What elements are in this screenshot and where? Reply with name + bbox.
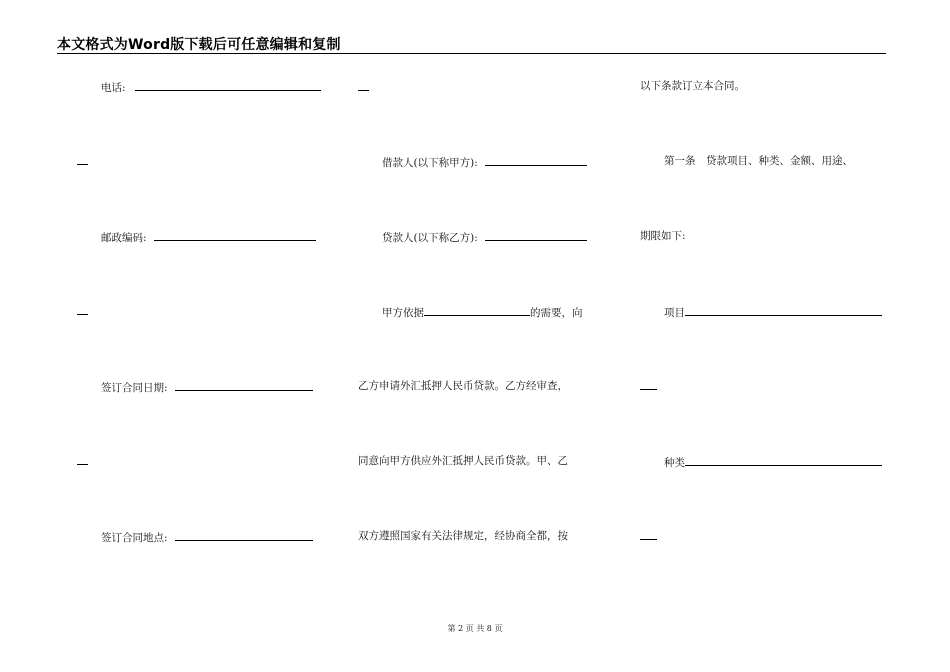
blank-dash [77, 164, 88, 165]
sign-date-field-row [101, 380, 313, 394]
paragraph-line-3: 同意向甲方供应外汇抵押人民币贷款。甲、乙 [358, 455, 568, 467]
article-1-continuation: 期限如下: [640, 230, 686, 242]
sign-date-blank [175, 380, 313, 391]
type-field-row [664, 455, 882, 469]
postcode-label: 邮政编码: [101, 232, 147, 244]
postcode-field-row [101, 230, 316, 244]
borrower-field-row [382, 155, 587, 169]
header-divider [57, 53, 886, 54]
phone-field-row [101, 80, 321, 94]
lender-field-row [382, 230, 587, 244]
blank-dash [640, 389, 657, 390]
blank-dash [358, 90, 369, 91]
sign-place-blank [175, 530, 313, 541]
paragraph-line-1 [382, 305, 583, 319]
document-header-title: 本文格式为Word版下载后可任意编辑和复制 [57, 37, 341, 53]
borrower-label: 借款人(以下称甲方): [382, 157, 478, 169]
item-blank [685, 305, 882, 316]
item-label: 项目 [664, 307, 685, 319]
sign-place-field-row [101, 530, 313, 544]
paragraph-line-4: 双方遵照国家有关法律规定，经协商全都，按 [358, 530, 568, 542]
purpose-blank [424, 305, 530, 316]
paragraph-text: 甲方依据 [382, 307, 424, 319]
item-field-row [664, 305, 882, 319]
lender-blank [485, 230, 587, 241]
phone-label: 电话: [101, 82, 126, 94]
page-number-footer: 第 2 页 共 8 页 [447, 624, 503, 633]
lender-label: 贷款人(以下称乙方): [382, 232, 478, 244]
sign-place-label: 签订合同地点: [101, 532, 168, 544]
blank-dash [77, 464, 88, 465]
postcode-blank [154, 230, 316, 241]
paragraph-text: 的需要，向 [530, 307, 583, 319]
type-blank [685, 455, 882, 466]
paragraph-line-2: 乙方申请外汇抵押人民币贷款。乙方经审查， [358, 380, 568, 392]
blank-dash [77, 314, 88, 315]
borrower-blank [485, 155, 587, 166]
sign-date-label: 签订合同日期: [101, 382, 168, 394]
type-label: 种类 [664, 457, 685, 469]
blank-dash [640, 539, 657, 540]
article-1-heading: 第一条 贷款项目、种类、金额、用途、 [664, 155, 853, 167]
contract-intro-line: 以下条款订立本合同。 [640, 80, 745, 92]
phone-blank [135, 80, 321, 91]
